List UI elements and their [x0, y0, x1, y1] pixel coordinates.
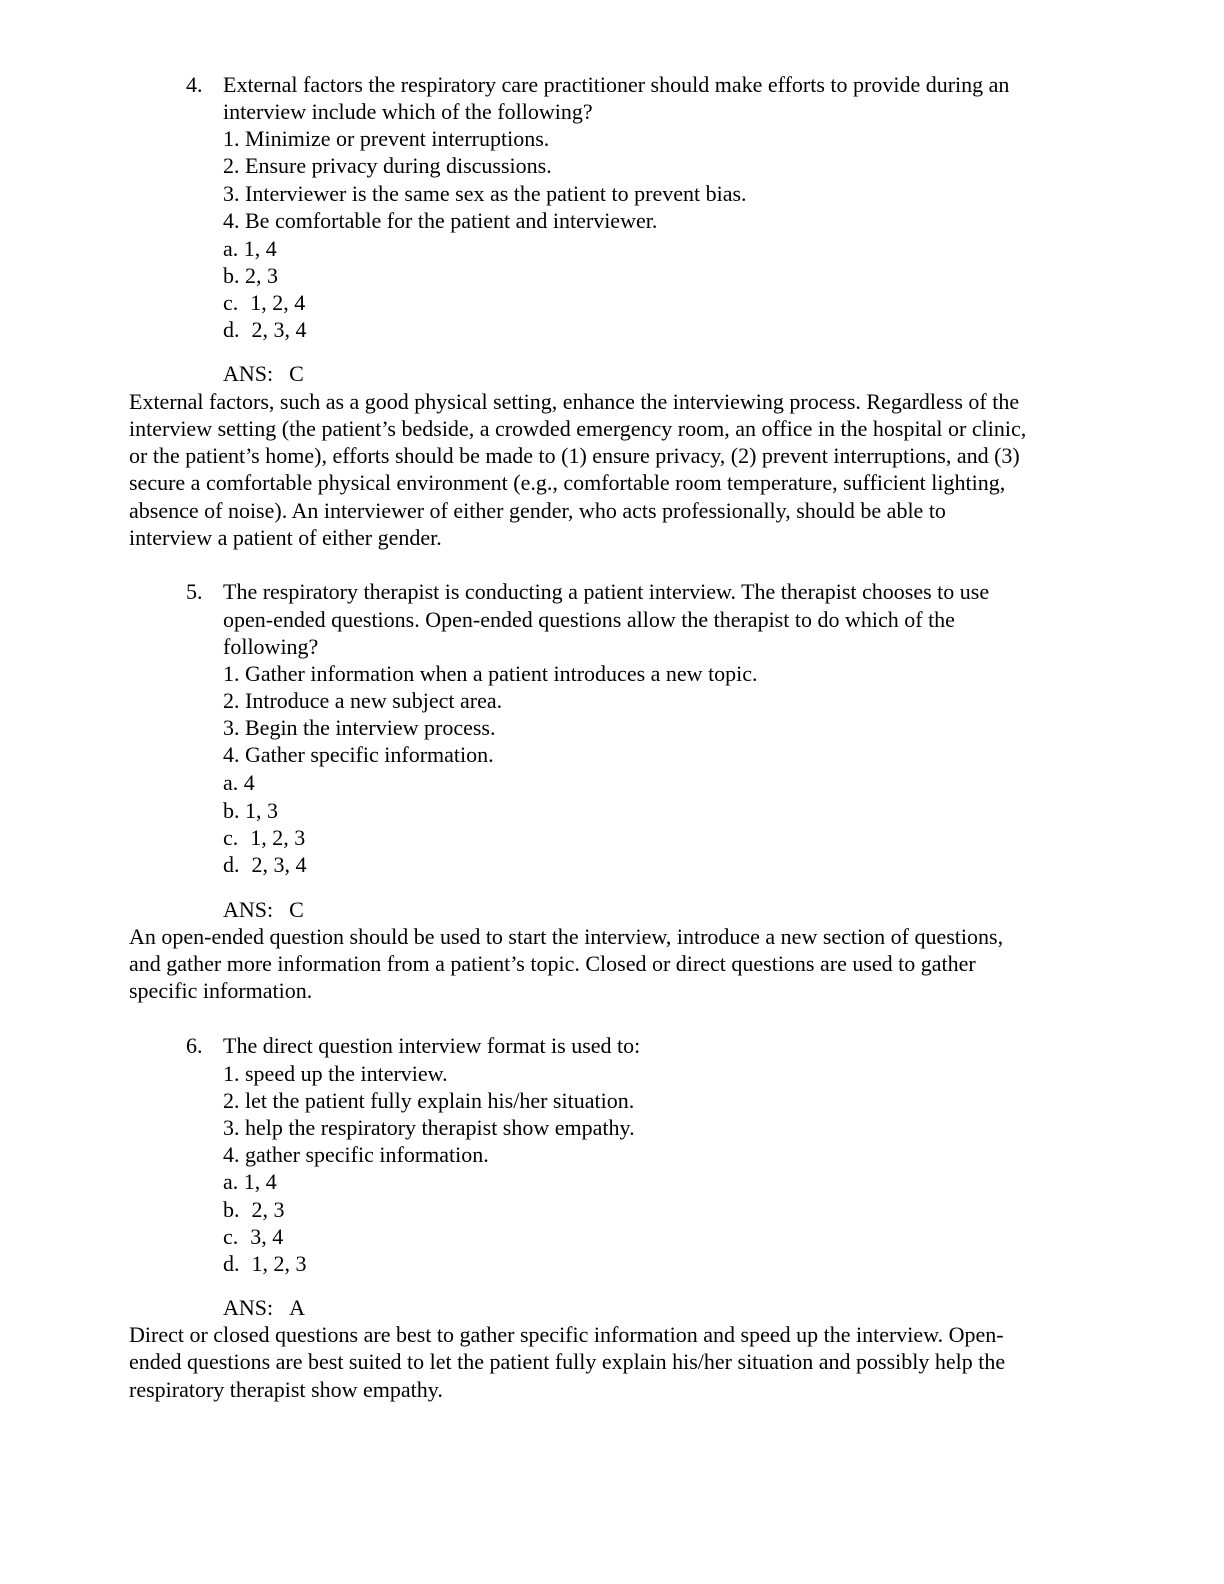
- option-letter: b.: [223, 263, 240, 288]
- answer-option-c: [223, 824, 305, 851]
- statement-item: 4. Be comfortable for the patient and interviewer.: [223, 208, 658, 233]
- answer-value: C: [289, 897, 304, 922]
- answer-option-d: [223, 851, 307, 878]
- answer-label: ANS:: [223, 361, 274, 386]
- rationale-line: absence of noise). An interviewer of either gender, who acts professionally, should be able to: [129, 498, 946, 523]
- statement-item: 2. let the patient fully explain his/her situation.: [223, 1088, 635, 1113]
- answer-option-b: [223, 262, 278, 289]
- option-value: 2, 3: [251, 1197, 285, 1222]
- statement-item: 2. Ensure privacy during discussions.: [223, 153, 552, 178]
- option-letter: b.: [223, 1197, 240, 1222]
- option-letter: a.: [223, 1169, 239, 1194]
- option-letter: a.: [223, 770, 239, 795]
- question-stem-line: following?: [223, 634, 319, 659]
- rationale-line: Direct or closed questions are best to gather specific information and speed up the interview. Open-: [129, 1322, 1004, 1347]
- rationale-line: interview setting (the patient’s bedside, a crowded emergency room, an office in the hospital or clinic,: [129, 416, 1027, 441]
- option-letter: a.: [223, 236, 239, 261]
- answer-key: [223, 1294, 305, 1321]
- rationale-line: External factors, such as a good physical setting, enhance the interviewing process. Regardless of the: [129, 389, 1020, 414]
- answer-option-a: [223, 769, 255, 796]
- option-letter: c.: [223, 290, 239, 315]
- statement-item: 3. Interviewer is the same sex as the patient to prevent bias.: [223, 181, 747, 206]
- question-number: 6.: [186, 1033, 203, 1058]
- rationale-line: specific information.: [129, 978, 313, 1003]
- question-stem-line: open-ended questions. Open-ended questions allow the therapist to do which of the: [223, 607, 955, 632]
- answer-key: [223, 896, 304, 923]
- option-letter: b.: [223, 798, 240, 823]
- question-stem-line: The direct question interview format is used to:: [223, 1033, 641, 1058]
- answer-value: A: [289, 1295, 306, 1320]
- question-number: 4.: [186, 72, 203, 97]
- statement-item: 4. gather specific information.: [223, 1142, 489, 1167]
- rationale-line: and gather more information from a patient’s topic. Closed or direct questions are used to gather: [129, 951, 976, 976]
- option-value: 2, 3: [245, 263, 278, 288]
- statement-item: 2. Introduce a new subject area.: [223, 688, 503, 713]
- statement-item: 1. Gather information when a patient introduces a new topic.: [223, 661, 758, 686]
- question-stem-line: The respiratory therapist is conducting a patient interview. The therapist chooses to use: [223, 579, 990, 604]
- statement-item: 3. help the respiratory therapist show empathy.: [223, 1115, 635, 1140]
- option-value: 1, 2, 4: [250, 290, 306, 315]
- option-value: 4: [243, 770, 255, 795]
- answer-key: [223, 360, 304, 387]
- answer-option-c: [223, 1223, 283, 1250]
- option-letter: c.: [223, 825, 239, 850]
- answer-option-a: [223, 1168, 277, 1195]
- rationale-line: interview a patient of either gender.: [129, 525, 442, 550]
- answer-option-d: [223, 1250, 307, 1277]
- option-value: 2, 3, 4: [251, 317, 307, 342]
- question-stem-line: interview include which of the following?: [223, 99, 593, 124]
- option-value: 2, 3, 4: [251, 852, 307, 877]
- option-value: 1, 3: [245, 798, 278, 823]
- answer-option-a: [223, 235, 277, 262]
- rationale-line: or the patient’s home), efforts should be made to (1) ensure privacy, (2) prevent interruptions, and (3): [129, 443, 1020, 468]
- option-letter: c.: [223, 1224, 239, 1249]
- option-value: 1, 4: [243, 1169, 277, 1194]
- option-value: 1, 4: [243, 236, 277, 261]
- option-value: 1, 2, 3: [251, 1251, 307, 1276]
- option-letter: d.: [223, 852, 240, 877]
- option-value: 3, 4: [250, 1224, 284, 1249]
- option-letter: d.: [223, 1251, 240, 1276]
- rationale-line: An open-ended question should be used to start the interview, introduce a new section of questions,: [129, 924, 1004, 949]
- question-number: 5.: [186, 579, 203, 604]
- statement-item: 3. Begin the interview process.: [223, 715, 496, 740]
- statement-item: 1. Minimize or prevent interruptions.: [223, 126, 550, 151]
- answer-value: C: [289, 361, 304, 386]
- answer-label: ANS:: [223, 1295, 274, 1320]
- rationale-line: ended questions are best suited to let the patient fully explain his/her situation and possibly help the: [129, 1349, 1006, 1374]
- statement-item: 1. speed up the interview.: [223, 1061, 448, 1086]
- question-stem-line: External factors the respiratory care practitioner should make efforts to provide during an: [223, 72, 1010, 97]
- answer-option-d: [223, 316, 307, 343]
- rationale-line: secure a comfortable physical environment (e.g., comfortable room temperature, sufficient lighting,: [129, 470, 1006, 495]
- answer-option-b: [223, 797, 278, 824]
- option-letter: d.: [223, 317, 240, 342]
- answer-option-c: [223, 289, 305, 316]
- answer-option-b: [223, 1196, 285, 1223]
- rationale-line: respiratory therapist show empathy.: [129, 1377, 443, 1402]
- option-value: 1, 2, 3: [250, 825, 306, 850]
- answer-label: ANS:: [223, 897, 274, 922]
- statement-item: 4. Gather specific information.: [223, 742, 494, 767]
